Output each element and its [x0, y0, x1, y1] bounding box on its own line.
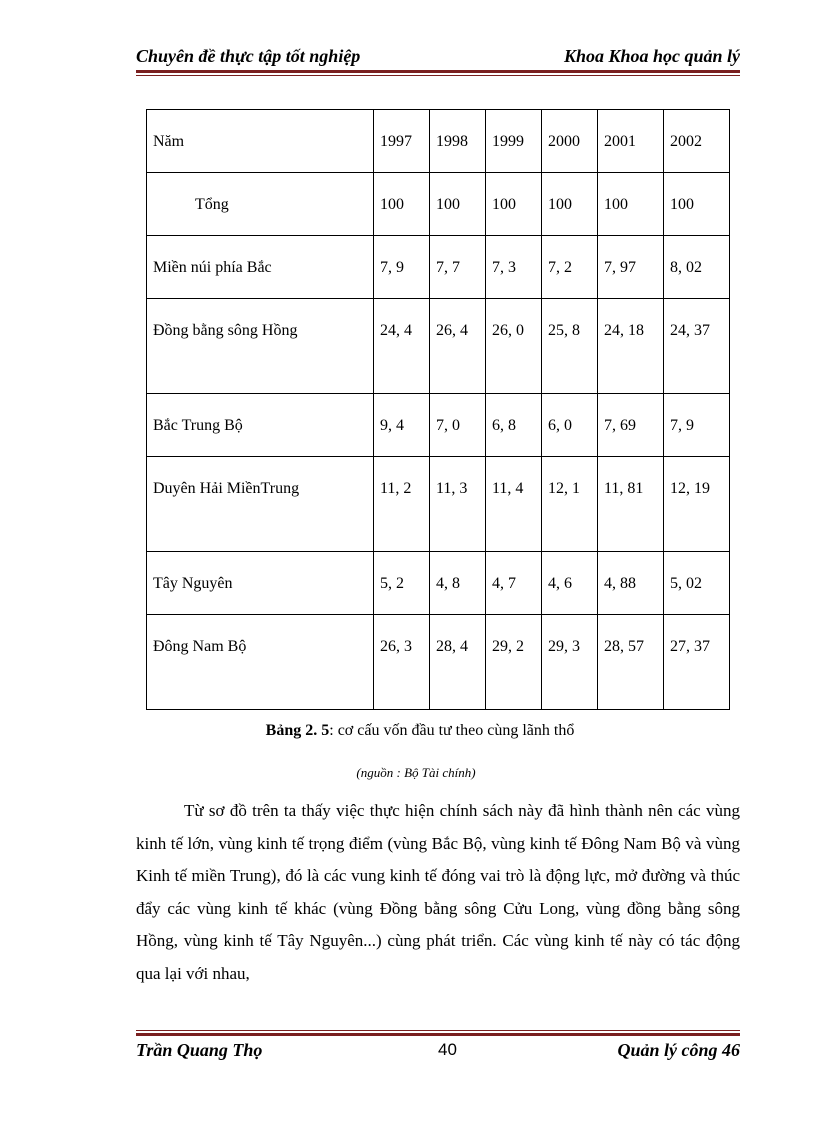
value-cell: 4, 8 — [430, 552, 486, 615]
value-cell: 5, 02 — [663, 552, 729, 615]
value-cell: 100 — [486, 173, 542, 236]
table-caption — [0, 722, 816, 740]
header-right-title: Khoa Khoa học quản lý — [563, 46, 740, 66]
value-cell: 100 — [663, 173, 729, 236]
value-cell: 4, 7 — [486, 552, 542, 615]
table-row — [147, 552, 730, 615]
footer-rule-thin — [136, 1030, 740, 1031]
year-cell: 2000 — [542, 110, 598, 173]
region-cell: Miền núi phía Bắc — [147, 236, 374, 299]
value-cell: 29, 3 — [542, 615, 598, 710]
value-cell: 29, 2 — [486, 615, 542, 710]
region-cell: Bắc Trung Bộ — [147, 394, 374, 457]
table-header-row — [147, 110, 730, 173]
value-cell: 9, 4 — [374, 394, 430, 457]
value-cell: 7, 0 — [430, 394, 486, 457]
value-cell: 24, 4 — [374, 299, 430, 394]
value-cell: 100 — [598, 173, 664, 236]
value-cell: 11, 3 — [430, 457, 486, 552]
value-cell: 6, 0 — [542, 394, 598, 457]
table-row — [147, 615, 730, 710]
value-cell: 11, 2 — [374, 457, 430, 552]
year-cell: 1999 — [486, 110, 542, 173]
value-cell: 11, 81 — [598, 457, 664, 552]
region-cell: Đồng bằng sông Hồng — [147, 299, 374, 394]
footer-course: Quản lý công 46 — [617, 1040, 740, 1060]
value-cell: 28, 57 — [598, 615, 664, 710]
investment-structure-table — [146, 109, 730, 710]
footer-rule-thick — [136, 1033, 740, 1036]
value-cell: 7, 69 — [598, 394, 664, 457]
year-cell: 2001 — [598, 110, 664, 173]
year-label-cell: Năm — [147, 110, 374, 173]
value-cell: 12, 19 — [663, 457, 729, 552]
value-cell: 7, 97 — [598, 236, 664, 299]
value-cell: 7, 9 — [663, 394, 729, 457]
year-cell: 1997 — [374, 110, 430, 173]
value-cell: 6, 8 — [486, 394, 542, 457]
year-cell: 2002 — [663, 110, 729, 173]
header-left-title: Chuyên đề thực tập tốt nghiệp — [136, 46, 361, 66]
value-cell: 26, 0 — [486, 299, 542, 394]
region-cell: Tây Nguyên — [147, 552, 374, 615]
value-cell: 4, 6 — [542, 552, 598, 615]
value-cell: 24, 37 — [663, 299, 729, 394]
header-rule-thick — [136, 70, 740, 73]
value-cell: 12, 1 — [542, 457, 598, 552]
value-cell: 100 — [374, 173, 430, 236]
table-source: (nguồn : Bộ Tài chính) — [356, 765, 476, 780]
value-cell: 100 — [430, 173, 486, 236]
page-number: 40 — [438, 1040, 457, 1059]
value-cell: 24, 18 — [598, 299, 664, 394]
region-cell: Đông Nam Bộ — [147, 615, 374, 710]
value-cell: 25, 8 — [542, 299, 598, 394]
caption-label: Bảng 2. 5 — [265, 722, 330, 739]
caption-text: : cơ cấu vốn đầu tư theo cùng lãnh thổ — [329, 722, 575, 739]
value-cell: 26, 4 — [430, 299, 486, 394]
region-cell: Duyên Hải MiềnTrung — [147, 457, 374, 552]
value-cell: 4, 88 — [598, 552, 664, 615]
value-cell: 7, 2 — [542, 236, 598, 299]
value-cell: 7, 9 — [374, 236, 430, 299]
body-paragraph: Từ sơ đồ trên ta thấy việc thực hiện chính sách này đã hình thành nên các vùng kinh tế lớn, vùng kinh tế trọng điểm (vùng Bắc Bộ, vùng kinh tế Đông Nam Bộ và vùng Kinh tế miền Trung), đó là các vung kinh tế đóng vai trò là động lực, mở đường và thúc đẩy các vùng kinh tế khác (vùng Đồng bằng sông Cửu Long, vùng đồng bằng sông Hồng, vùng kinh tế Tây Nguyên...) cùng phát triển. Các vùng kinh tế này có tác động qua lại với nhau, — [136, 801, 740, 983]
table-row — [147, 236, 730, 299]
region-cell: Tổng — [147, 173, 374, 236]
value-cell: 27, 37 — [663, 615, 729, 710]
value-cell: 8, 02 — [663, 236, 729, 299]
value-cell: 5, 2 — [374, 552, 430, 615]
table-row — [147, 457, 730, 552]
table-row — [147, 394, 730, 457]
value-cell: 26, 3 — [374, 615, 430, 710]
table-row — [147, 173, 730, 236]
value-cell: 7, 7 — [430, 236, 486, 299]
value-cell: 28, 4 — [430, 615, 486, 710]
year-cell: 1998 — [430, 110, 486, 173]
value-cell: 100 — [542, 173, 598, 236]
value-cell: 11, 4 — [486, 457, 542, 552]
value-cell: 7, 3 — [486, 236, 542, 299]
header-rule-thin — [136, 75, 740, 76]
footer-author: Trần Quang Thọ — [136, 1040, 263, 1060]
table-row — [147, 299, 730, 394]
